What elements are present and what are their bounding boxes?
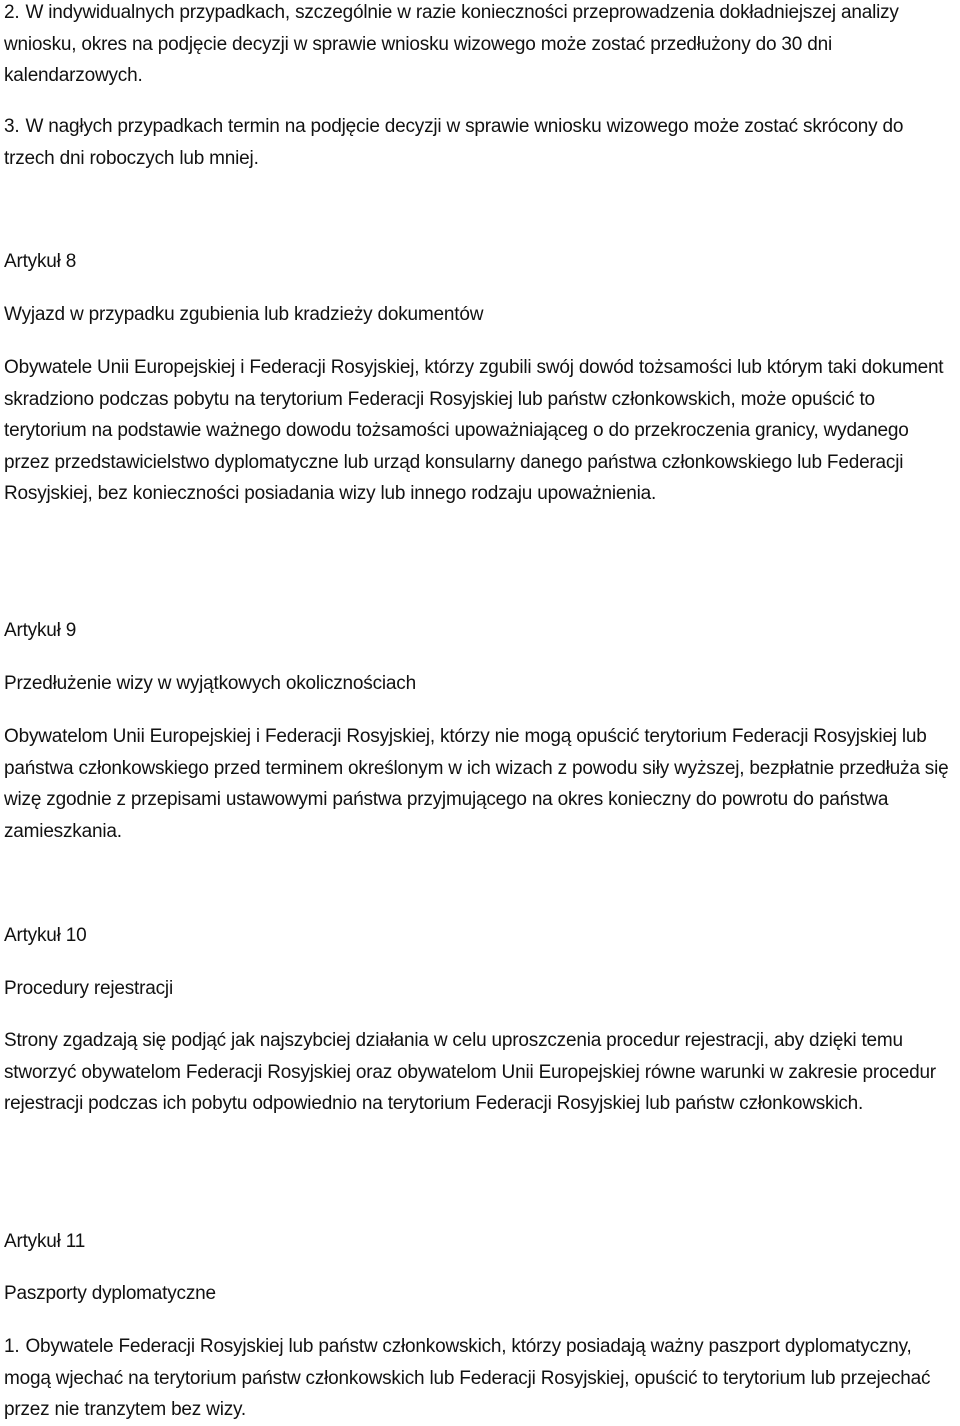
point-3-text: W nagłych przypadkach termin na podjęcie decyzji w sprawie wniosku wizowego może zostać skrócony do trzech dni roboczych lub mniej. <box>4 116 904 169</box>
article-9-heading: Artykuł 9 <box>4 620 77 641</box>
article-8-title: Wyjazd w przypadku zgubienia lub kradzieży dokumentów <box>4 304 484 325</box>
article-11-heading: Artykuł 11 <box>4 1231 86 1252</box>
point-3-number: 3. <box>4 116 20 137</box>
point-2-text: W indywidualnych przypadkach, szczególnie w razie konieczności przeprowadzenia dokładniejszej analizy wniosku, okres na podjęcie decyzji w sprawie wniosku wizowego może zostać przedłużony do 30 dni kalendarzowych. <box>4 2 899 86</box>
article-8-body: Obywatele Unii Europejskiej i Federacji Rosyjskiej, którzy zgubili swój dowód tożsamości lub którym taki dokument skradziono podczas pobytu na terytorium Federacji Rosyjskiej lub państw członkowskich, może opuścić to terytorium na podstawie ważnego dowodu tożsamości upoważniająceg o do przekroczenia granicy, wydanego przez przedstawicielstwo dyplomatyczne lub urząd konsularny danego państwa członkowskiego lub Federacji Rosyjskiej, bez konieczności posiadania wizy lub innego rodzaju upoważnienia. <box>4 357 944 504</box>
article-11-title: Paszporty dyplomatyczne <box>4 1283 216 1304</box>
article-10-body: Strony zgadzają się podjąć jak najszybciej działania w celu uproszczenia procedur rejestracji, aby dzięki temu stworzyć obywatelom Federacji Rosyjskiej oraz obywatelom Unii Europejskiej równe warunki w zakresie procedur rejestracji podczas ich pobytu odpowiednio na terytorium Federacji Rosyjskiej lub państw członkowskich. <box>4 1030 936 1114</box>
article-11-point-1-paragraph <box>4 1331 956 1426</box>
point-2-paragraph <box>4 0 956 92</box>
point-2-number: 2. <box>4 2 20 23</box>
article-11-point-1-text: Obywatele Federacji Rosyjskiej lub państw członkowskich, którzy posiadają ważny paszport dyplomatyczny, mogą wjechać na terytorium państw członkowskich lub Federacji Rosyjskiej, opuścić to terytorium lub przejechać przez nie tranzytem bez wizy. <box>4 1336 931 1420</box>
article-8-heading: Artykuł 8 <box>4 251 77 272</box>
article-11-point-1-number: 1. <box>4 1336 20 1357</box>
article-10-title: Procedury rejestracji <box>4 978 173 999</box>
point-3-paragraph <box>4 111 956 174</box>
article-9-title: Przedłużenie wizy w wyjątkowych okolicznościach <box>4 673 416 694</box>
article-10-heading: Artykuł 10 <box>4 925 87 946</box>
article-9-body: Obywatelom Unii Europejskiej i Federacji Rosyjskiej, którzy nie mogą opuścić terytorium Federacji Rosyjskiej lub państwa członkowskiego przed terminem określonym w ich wizach z powodu siły wyższej, bezpłatnie przedłuża się wizę zgodnie z przepisami ustawowymi państwa przyjmującego na okres konieczny do powrotu do państwa zamieszkania. <box>4 726 949 842</box>
